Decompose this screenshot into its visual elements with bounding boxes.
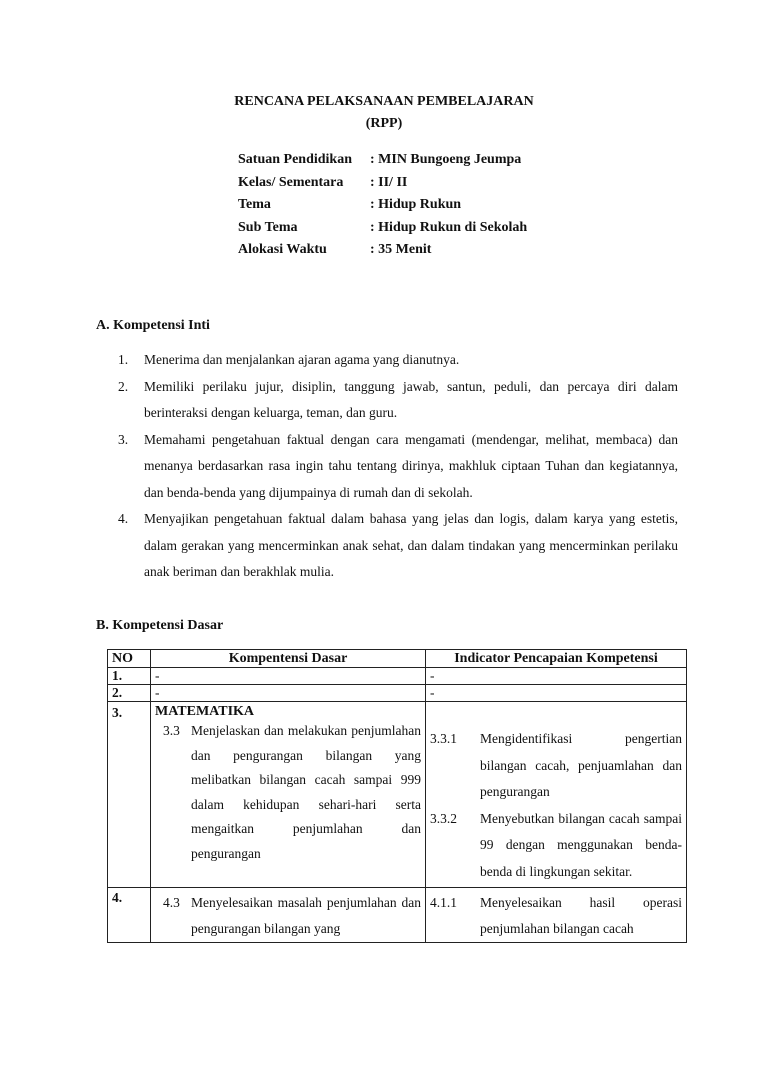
list-item-text: Menyajikan pengetahuan faktual dalam bahasa yang jelas dan logis, dalam karya yang estetis, dalam gerakan yang mencerminkan anak sehat, dan dalam tindakan yang mencerminkan perilaku anak beriman dan berakhlak mulia. bbox=[144, 511, 678, 579]
kd-item bbox=[163, 719, 421, 866]
meta-key: Tema bbox=[238, 197, 271, 212]
row-kd-cell bbox=[151, 702, 426, 888]
subject-label: MATEMATIKA bbox=[155, 704, 255, 719]
meta-key: Sub Tema bbox=[238, 219, 298, 235]
row-kd: - bbox=[151, 668, 426, 685]
meta-value: : Hidup Rukun bbox=[370, 197, 462, 212]
document-subtitle: (RPP) bbox=[365, 116, 403, 131]
kd-text: Menjelaskan dan melakukan penjumlahan dan pengurangan bilangan yang melibatkan bilangan cacah sampai 999 dalam kehidupan sehari-hari serta mengaitkan penjumlahan dan pengurangan bbox=[191, 723, 421, 861]
list-item-text: Menerima dan menjalankan ajaran agama yang dianutnya. bbox=[144, 352, 460, 367]
list-item-text: Memiliki perilaku jujur, disiplin, tanggung jawab, santun, peduli, dan percaya diri dalam berinteraksi dengan keluarga, teman, dan guru. bbox=[144, 378, 678, 420]
indicator-item bbox=[430, 890, 682, 942]
document-title: RENCANA PELAKSANAAN PEMBELAJARAN bbox=[234, 94, 534, 109]
section-b-heading: B. Kompetensi Dasar bbox=[96, 618, 224, 633]
row-ind: - bbox=[426, 685, 687, 702]
list-item bbox=[118, 506, 678, 586]
kd-number: 4.3 bbox=[163, 895, 180, 910]
indicator-text: Menyelesaikan hasil operasi penjumlahan bilangan cacah bbox=[480, 895, 682, 936]
list-item-number: 3. bbox=[118, 431, 129, 447]
kd-item bbox=[163, 890, 421, 942]
kompetensi-inti-list bbox=[118, 347, 678, 586]
row-kd: - bbox=[151, 685, 426, 702]
list-item-text: Memahami pengetahuan faktual dengan cara mengamati (mendengar, melihat, membaca) dan menanya berdasarkan rasa ingin tahu tentang dirinya, makhluk ciptaan Tuhan dan kegiatannya, dan benda-benda yang dijumpainya di rumah dan di sekolah. bbox=[144, 431, 678, 500]
row-ind: - bbox=[426, 668, 687, 685]
row-no: 2. bbox=[108, 685, 151, 702]
row-ind-cell bbox=[426, 702, 687, 888]
row-no: 1. bbox=[108, 668, 151, 685]
indicator-number: 4.1.1 bbox=[430, 895, 457, 910]
indicator-item bbox=[430, 726, 682, 806]
list-item bbox=[118, 374, 678, 427]
list-item bbox=[118, 347, 678, 374]
row-kd-cell bbox=[151, 888, 426, 943]
meta-value: : 35 Menit bbox=[370, 242, 432, 257]
table-row bbox=[108, 888, 687, 943]
list-item-number: 4. bbox=[118, 511, 129, 526]
indicator-text: Mengidentifikasi pengertian bilangan cacah, penjuamlahan dan pengurangan bbox=[480, 731, 682, 799]
meta-value: : Hidup Rukun di Sekolah bbox=[370, 219, 528, 235]
indicator-text: Menyebutkan bilangan cacah sampai 99 dengan menggunakan benda-benda di lingkungan sekitar. bbox=[480, 810, 682, 879]
meta-key: Alokasi Waktu bbox=[238, 242, 327, 257]
kompetensi-dasar-table bbox=[107, 649, 687, 943]
kd-text: Menyelesaikan masalah penjumlahan dan pengurangan bilangan yang bbox=[191, 895, 421, 936]
table-row bbox=[108, 668, 687, 685]
list-item-number: 2. bbox=[118, 378, 129, 394]
list-item bbox=[118, 427, 678, 507]
meta-key: Satuan Pendidikan bbox=[238, 152, 352, 167]
meta-value: : MIN Bungoeng Jeumpa bbox=[370, 152, 522, 167]
header-kompetensi-dasar: Kompentensi Dasar bbox=[151, 650, 426, 668]
indicator-item bbox=[430, 806, 682, 886]
row-no: 3. bbox=[108, 702, 151, 888]
indicator-number: 3.3.2 bbox=[430, 810, 457, 826]
header-indicator: Indicator Pencapaian Kompetensi bbox=[426, 650, 687, 668]
section-a-heading: A. Kompetensi Inti bbox=[96, 318, 210, 333]
table-row bbox=[108, 702, 687, 888]
table-header-row bbox=[108, 650, 687, 668]
table-row bbox=[108, 685, 687, 702]
indicator-number: 3.3.1 bbox=[430, 731, 457, 746]
kd-number: 3.3 bbox=[163, 723, 180, 738]
meta-key: Kelas/ Sementara bbox=[238, 174, 344, 190]
list-item-number: 1. bbox=[118, 352, 129, 367]
row-no: 4. bbox=[108, 888, 151, 943]
header-no: NO bbox=[108, 650, 151, 668]
meta-value: : II/ II bbox=[370, 174, 408, 190]
row-ind-cell bbox=[426, 888, 687, 943]
